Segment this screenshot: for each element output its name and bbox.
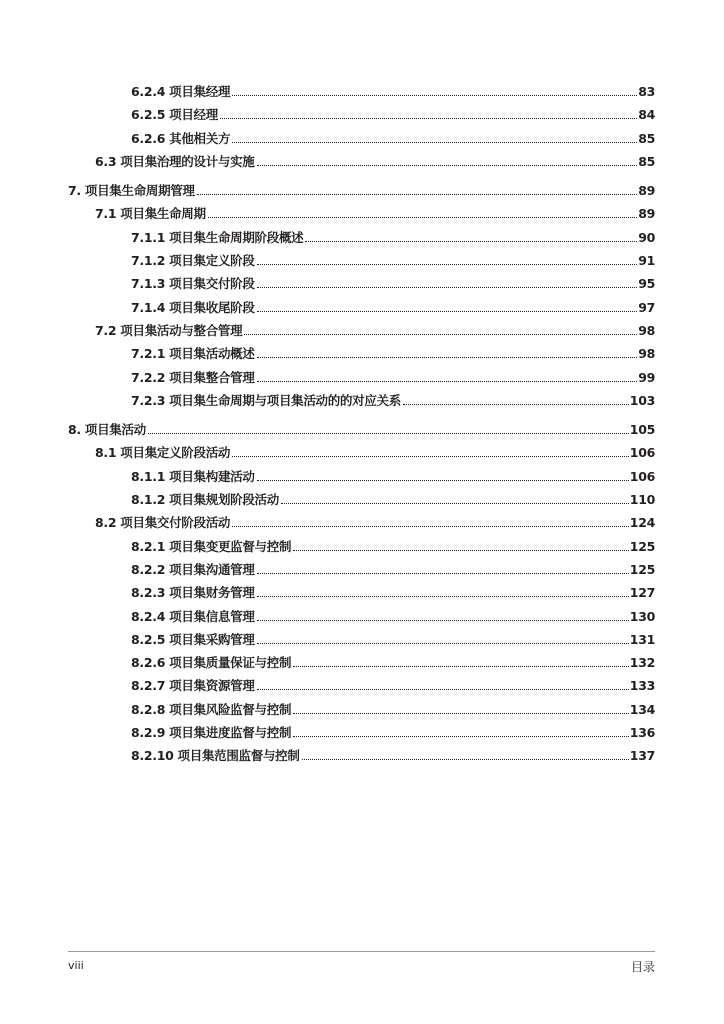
toc-entry-8-1[interactable]	[68, 443, 655, 466]
toc-entry-label: 8.2.10 项目集范围监督与控制	[131, 748, 300, 764]
toc-entry-label: 7.2 项目集活动与整合管理	[95, 322, 243, 338]
toc-entry-label: 8.2.8 项目集风险监督与控制	[131, 701, 292, 717]
toc-entry-label: 8.1.2 项目集规划阶段活动	[131, 492, 279, 508]
toc-entry-7-2-2[interactable]	[68, 368, 655, 391]
toc-entry-label: 8.2.1 项目集变更监督与控制	[131, 538, 292, 554]
footer-page-number: viii	[68, 959, 84, 972]
toc-entry-7-1-1[interactable]	[68, 228, 655, 251]
toc-entry-page: 110	[629, 492, 655, 508]
toc-entry-label: 8. 项目集活动	[68, 422, 146, 438]
toc-entry-7-1-2[interactable]	[68, 251, 655, 274]
toc-entry-6-2-6[interactable]	[68, 129, 655, 152]
dot-leader	[232, 456, 629, 457]
footer-section-title: 目录	[630, 960, 655, 974]
toc-entry-page: 124	[629, 515, 655, 531]
toc-entry-page: 95	[638, 276, 655, 292]
toc-entry-8-2-8[interactable]	[68, 700, 655, 723]
dot-leader	[305, 241, 637, 242]
toc-entry-label: 7.1.2 项目集定义阶段	[131, 253, 255, 269]
toc-entry-page: 98	[638, 322, 655, 338]
dot-leader	[257, 620, 629, 621]
toc-entry-page: 84	[638, 107, 655, 123]
toc-entry-6-2-4[interactable]	[68, 82, 655, 105]
toc-entry-7-1-3[interactable]	[68, 274, 655, 297]
toc-entry-page: 83	[638, 84, 655, 99]
toc-entry-8-2-6[interactable]	[68, 653, 655, 676]
dot-leader	[293, 666, 629, 667]
toc-entry-page: 125	[629, 538, 655, 554]
toc-entry-8-2[interactable]	[68, 513, 655, 536]
dot-leader	[197, 194, 638, 195]
toc-entry-page: 90	[638, 229, 655, 245]
toc-entry-label: 7.2.3 项目集生命周期与项目集活动的的对应关系	[131, 392, 401, 408]
toc-entry-label: 8.1 项目集定义阶段活动	[95, 445, 231, 461]
toc-entry-label: 7.1.4 项目集收尾阶段	[131, 299, 255, 315]
toc-entry-page: 127	[629, 585, 655, 601]
dot-leader	[257, 596, 629, 597]
toc-entry-8-2-5[interactable]	[68, 630, 655, 653]
toc-entry-label: 8.2.6 项目集质量保证与控制	[131, 655, 292, 671]
toc-entry-page: 131	[629, 631, 655, 647]
toc-entry-7-2[interactable]	[68, 321, 655, 344]
dot-leader	[257, 357, 638, 358]
toc-entry-label: 8.1.1 项目集构建活动	[131, 468, 255, 484]
toc-entry-page: 103	[629, 392, 655, 408]
toc-entry-label: 7.1.1 项目集生命周期阶段概述	[131, 229, 304, 245]
dot-leader	[208, 217, 638, 218]
dot-leader	[232, 142, 637, 143]
toc-entry-page: 106	[629, 445, 655, 461]
toc-entry-page: 91	[638, 253, 655, 269]
toc-entry-page: 134	[629, 701, 655, 717]
footer-divider	[68, 951, 655, 952]
dot-leader	[232, 526, 629, 527]
toc-entry-label: 7. 项目集生命周期管理	[68, 183, 195, 199]
toc-entry-7[interactable]	[68, 181, 655, 204]
toc-entry-page: 89	[638, 206, 655, 222]
toc-entry-page: 85	[638, 130, 655, 146]
toc-entry-7-2-1[interactable]	[68, 344, 655, 367]
toc-entry-page: 105	[629, 422, 655, 438]
dot-leader	[281, 503, 629, 504]
toc-entry-label: 8.2 项目集交付阶段活动	[95, 515, 231, 531]
toc-entry-8-2-10[interactable]	[68, 746, 655, 769]
toc-entry-6-3[interactable]	[68, 152, 655, 175]
toc-entry-label: 6.3 项目集治理的设计与实施	[95, 153, 255, 169]
toc-entry-label: 7.2.1 项目集活动概述	[131, 346, 255, 362]
toc-entry-8-2-9[interactable]	[68, 723, 655, 746]
table-of-contents	[68, 82, 655, 770]
toc-entry-8[interactable]	[68, 420, 655, 443]
toc-entry-label: 8.2.2 项目集沟通管理	[131, 561, 255, 577]
toc-entry-label: 8.2.4 项目集信息管理	[131, 608, 255, 624]
dot-leader	[257, 264, 638, 265]
dot-leader	[257, 287, 638, 288]
toc-entry-7-1[interactable]	[68, 204, 655, 227]
dot-leader	[257, 381, 638, 382]
toc-entry-8-1-1[interactable]	[68, 467, 655, 490]
toc-entry-8-2-7[interactable]	[68, 676, 655, 699]
toc-entry-7-1-4[interactable]	[68, 298, 655, 321]
dot-leader	[302, 759, 629, 760]
toc-entry-label: 6.2.6 其他相关方	[131, 130, 231, 146]
toc-entry-label: 7.2.2 项目集整合管理	[131, 369, 255, 385]
dot-leader	[232, 95, 637, 96]
toc-entry-page: 130	[629, 608, 655, 624]
toc-entry-label: 7.1 项目集生命周期	[95, 206, 206, 222]
toc-entry-page: 132	[629, 655, 655, 671]
dot-leader	[257, 311, 638, 312]
toc-entry-8-2-1[interactable]	[68, 537, 655, 560]
dot-leader	[257, 643, 629, 644]
toc-entry-page: 98	[638, 346, 655, 362]
toc-entry-6-2-5[interactable]	[68, 105, 655, 128]
toc-entry-8-1-2[interactable]	[68, 490, 655, 513]
dot-leader	[257, 689, 629, 690]
dot-leader	[220, 118, 637, 119]
toc-entry-label: 8.2.9 项目集进度监督与控制	[131, 725, 292, 741]
toc-entry-page: 133	[629, 678, 655, 694]
dot-leader	[403, 404, 629, 405]
dot-leader	[257, 573, 629, 574]
toc-entry-page: 137	[629, 748, 655, 764]
toc-entry-8-2-4[interactable]	[68, 607, 655, 630]
dot-leader	[244, 334, 637, 335]
toc-entry-8-2-3[interactable]	[68, 583, 655, 606]
dot-leader	[293, 736, 629, 737]
toc-entry-page: 85	[638, 153, 655, 169]
dot-leader	[257, 165, 638, 166]
toc-entry-8-2-2[interactable]	[68, 560, 655, 583]
toc-entry-page: 125	[629, 561, 655, 577]
toc-entry-page: 136	[629, 725, 655, 741]
toc-entry-page: 97	[638, 299, 655, 315]
toc-entry-label: 8.2.3 项目集财务管理	[131, 585, 255, 601]
toc-entry-label: 8.2.5 项目集采购管理	[131, 631, 255, 647]
dot-leader	[257, 480, 629, 481]
toc-entry-7-2-3[interactable]	[68, 391, 655, 414]
toc-entry-label: 6.2.4 项目集经理	[131, 84, 231, 99]
dot-leader	[293, 550, 629, 551]
toc-entry-page: 99	[638, 369, 655, 385]
toc-entry-page: 106	[629, 468, 655, 484]
toc-entry-label: 6.2.5 项目经理	[131, 107, 218, 123]
toc-entry-label: 7.1.3 项目集交付阶段	[131, 276, 255, 292]
toc-entry-page: 89	[638, 183, 655, 199]
dot-leader	[293, 713, 629, 714]
dot-leader	[148, 433, 629, 434]
toc-entry-label: 8.2.7 项目集资源管理	[131, 678, 255, 694]
